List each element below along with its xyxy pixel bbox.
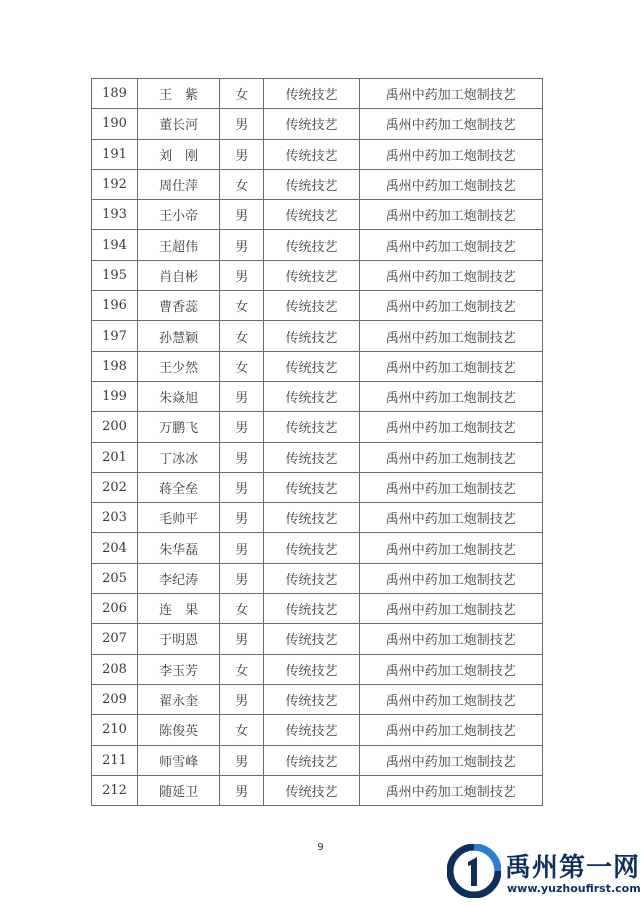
row-number-cell: 206	[92, 594, 138, 624]
category-cell: 传统技艺	[264, 715, 359, 745]
table-row	[92, 442, 543, 472]
person-name-cell: 王超伟	[138, 230, 220, 260]
person-name-cell: 蒋全垒	[138, 472, 220, 502]
gender-cell: 女	[220, 169, 264, 199]
project-name-cell: 禹州中药加工炮制技艺	[359, 291, 542, 321]
table-row	[92, 745, 543, 775]
gender-cell: 女	[220, 291, 264, 321]
category-cell: 传统技艺	[264, 594, 359, 624]
person-name-cell: 师雪峰	[138, 745, 220, 775]
row-number-cell: 207	[92, 624, 138, 654]
project-name-cell: 禹州中药加工炮制技艺	[359, 715, 542, 745]
row-number-cell: 195	[92, 260, 138, 290]
gender-cell: 男	[220, 684, 264, 714]
gender-cell: 男	[220, 624, 264, 654]
row-number-cell: 194	[92, 230, 138, 260]
gender-cell: 男	[220, 139, 264, 169]
person-name-cell: 连 果	[138, 594, 220, 624]
project-name-cell: 禹州中药加工炮制技艺	[359, 624, 542, 654]
table-row	[92, 109, 543, 139]
gender-cell: 男	[220, 260, 264, 290]
gender-cell: 男	[220, 503, 264, 533]
row-number-cell: 192	[92, 169, 138, 199]
person-name-cell: 曹香蕊	[138, 291, 220, 321]
gender-cell: 男	[220, 745, 264, 775]
table-row	[92, 260, 543, 290]
project-name-cell: 禹州中药加工炮制技艺	[359, 260, 542, 290]
person-name-cell: 孙慧颖	[138, 321, 220, 351]
person-name-cell: 随延卫	[138, 775, 220, 805]
person-name-cell: 王 紫	[138, 79, 220, 109]
category-cell: 传统技艺	[264, 139, 359, 169]
category-cell: 传统技艺	[264, 472, 359, 502]
person-name-cell: 李纪涛	[138, 563, 220, 593]
person-name-cell: 王少然	[138, 351, 220, 381]
row-number-cell: 200	[92, 412, 138, 442]
table-row	[92, 412, 543, 442]
person-name-cell: 丁冰冰	[138, 442, 220, 472]
table-row	[92, 594, 543, 624]
table-row	[92, 139, 543, 169]
table-row	[92, 563, 543, 593]
row-number-cell: 193	[92, 200, 138, 230]
gender-cell: 男	[220, 230, 264, 260]
roster-body	[92, 79, 543, 806]
project-name-cell: 禹州中药加工炮制技艺	[359, 412, 542, 442]
gender-cell: 男	[220, 200, 264, 230]
row-number-cell: 201	[92, 442, 138, 472]
person-name-cell: 万鹏飞	[138, 412, 220, 442]
gender-cell: 女	[220, 321, 264, 351]
row-number-cell: 203	[92, 503, 138, 533]
person-name-cell: 陈俊英	[138, 715, 220, 745]
category-cell: 传统技艺	[264, 442, 359, 472]
category-cell: 传统技艺	[264, 624, 359, 654]
row-number-cell: 209	[92, 684, 138, 714]
page-number: 9	[317, 842, 324, 853]
row-number-cell: 197	[92, 321, 138, 351]
category-cell: 传统技艺	[264, 533, 359, 563]
row-number-cell: 208	[92, 654, 138, 684]
gender-cell: 女	[220, 715, 264, 745]
project-name-cell: 禹州中药加工炮制技艺	[359, 442, 542, 472]
person-name-cell: 于明恩	[138, 624, 220, 654]
gender-cell: 女	[220, 654, 264, 684]
table-row	[92, 684, 543, 714]
gender-cell: 男	[220, 775, 264, 805]
table-row	[92, 381, 543, 411]
row-number-cell: 196	[92, 291, 138, 321]
table-row	[92, 472, 543, 502]
row-number-cell: 190	[92, 109, 138, 139]
table-row	[92, 533, 543, 563]
project-name-cell: 禹州中药加工炮制技艺	[359, 230, 542, 260]
category-cell: 传统技艺	[264, 169, 359, 199]
project-name-cell: 禹州中药加工炮制技艺	[359, 503, 542, 533]
person-name-cell: 朱华磊	[138, 533, 220, 563]
category-cell: 传统技艺	[264, 321, 359, 351]
project-name-cell: 禹州中药加工炮制技艺	[359, 351, 542, 381]
person-name-cell: 毛帅平	[138, 503, 220, 533]
category-cell: 传统技艺	[264, 260, 359, 290]
project-name-cell: 禹州中药加工炮制技艺	[359, 594, 542, 624]
gender-cell: 男	[220, 109, 264, 139]
row-number-cell: 210	[92, 715, 138, 745]
row-number-cell: 205	[92, 563, 138, 593]
project-name-cell: 禹州中药加工炮制技艺	[359, 563, 542, 593]
table-row	[92, 291, 543, 321]
project-name-cell: 禹州中药加工炮制技艺	[359, 381, 542, 411]
category-cell: 传统技艺	[264, 291, 359, 321]
person-name-cell: 董长河	[138, 109, 220, 139]
table-row	[92, 775, 543, 805]
project-name-cell: 禹州中药加工炮制技艺	[359, 200, 542, 230]
project-name-cell: 禹州中药加工炮制技艺	[359, 684, 542, 714]
table-row	[92, 230, 543, 260]
person-name-cell: 肖自彬	[138, 260, 220, 290]
category-cell: 传统技艺	[264, 230, 359, 260]
category-cell: 传统技艺	[264, 412, 359, 442]
row-number-cell: 211	[92, 745, 138, 775]
project-name-cell: 禹州中药加工炮制技艺	[359, 533, 542, 563]
gender-cell: 男	[220, 533, 264, 563]
gender-cell: 女	[220, 594, 264, 624]
gender-cell: 男	[220, 412, 264, 442]
category-cell: 传统技艺	[264, 351, 359, 381]
category-cell: 传统技艺	[264, 654, 359, 684]
category-cell: 传统技艺	[264, 563, 359, 593]
project-name-cell: 禹州中药加工炮制技艺	[359, 745, 542, 775]
gender-cell: 男	[220, 442, 264, 472]
table-row	[92, 624, 543, 654]
table-row	[92, 351, 543, 381]
roster-table	[91, 78, 543, 806]
person-name-cell: 刘 刚	[138, 139, 220, 169]
site-watermark[interactable]	[447, 841, 641, 901]
table-row	[92, 321, 543, 351]
category-cell: 传统技艺	[264, 684, 359, 714]
category-cell: 传统技艺	[264, 200, 359, 230]
row-number-cell: 199	[92, 381, 138, 411]
person-name-cell: 朱焱旭	[138, 381, 220, 411]
project-name-cell: 禹州中药加工炮制技艺	[359, 139, 542, 169]
project-name-cell: 禹州中药加工炮制技艺	[359, 472, 542, 502]
category-cell: 传统技艺	[264, 745, 359, 775]
row-number-cell: 198	[92, 351, 138, 381]
category-cell: 传统技艺	[264, 775, 359, 805]
gender-cell: 女	[220, 79, 264, 109]
table-row	[92, 503, 543, 533]
gender-cell: 男	[220, 381, 264, 411]
row-number-cell: 191	[92, 139, 138, 169]
row-number-cell: 189	[92, 79, 138, 109]
person-name-cell: 周仕萍	[138, 169, 220, 199]
project-name-cell: 禹州中药加工炮制技艺	[359, 775, 542, 805]
category-cell: 传统技艺	[264, 503, 359, 533]
gender-cell: 女	[220, 351, 264, 381]
table-row	[92, 654, 543, 684]
category-cell: 传统技艺	[264, 79, 359, 109]
project-name-cell: 禹州中药加工炮制技艺	[359, 79, 542, 109]
row-number-cell: 202	[92, 472, 138, 502]
person-name-cell: 王小帝	[138, 200, 220, 230]
row-number-cell: 212	[92, 775, 138, 805]
gender-cell: 男	[220, 563, 264, 593]
row-number-cell: 204	[92, 533, 138, 563]
gender-cell: 男	[220, 472, 264, 502]
person-name-cell: 李玉芳	[138, 654, 220, 684]
category-cell: 传统技艺	[264, 381, 359, 411]
project-name-cell: 禹州中药加工炮制技艺	[359, 654, 542, 684]
site-logo-icon	[447, 844, 501, 898]
watermark-title: 禹州第一网	[505, 853, 641, 883]
table-row	[92, 79, 543, 109]
project-name-cell: 禹州中药加工炮制技艺	[359, 169, 542, 199]
table-row	[92, 200, 543, 230]
project-name-cell: 禹州中药加工炮制技艺	[359, 321, 542, 351]
project-name-cell: 禹州中药加工炮制技艺	[359, 109, 542, 139]
category-cell: 传统技艺	[264, 109, 359, 139]
person-name-cell: 翟永奎	[138, 684, 220, 714]
table-row	[92, 715, 543, 745]
table-row	[92, 169, 543, 199]
watermark-url: www.yuzhoufirst.com	[507, 882, 641, 895]
